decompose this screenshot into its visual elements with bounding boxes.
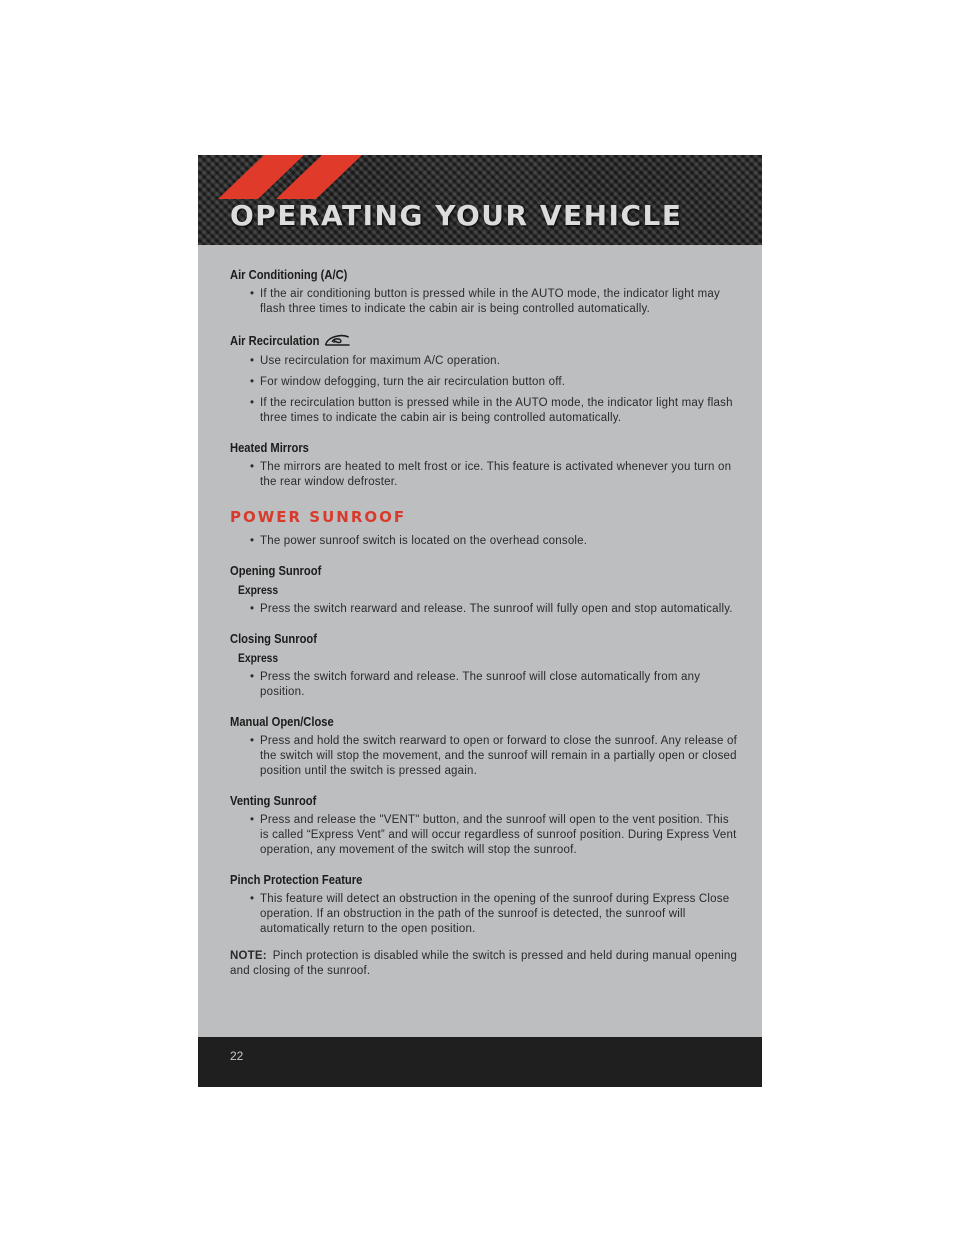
page-footer-bar [198,1037,762,1087]
section-heading-manual-open-close: Manual Open/Close [230,714,334,729]
section-title-power-sunroof: POWER SUNROOF [230,508,407,526]
section-heading-ac: Air Conditioning (A/C) [230,267,348,282]
venting-bullet-list [230,813,740,858]
section-heading-opening-sunroof: Opening Sunroof [230,563,322,578]
bullet-item: • For window defogging, turn the air recirculation button off. [250,375,740,390]
note-text: Pinch protection is disabled while the switch is pressed and held during manual opening and closing of the sunroof. [230,950,738,977]
sunroof-bullet-list [230,534,740,549]
bullet-item: • If the recirculation button is pressed while in the AUTO mode, the indicator light may flash three times to indicate the cabin air is being controlled automatically. [250,396,740,426]
bullet-item: • Press the switch forward and release. The sunroof will close automatically from any position. [250,670,740,700]
section-heading-recirc: Air Recirculation [230,332,320,348]
section-header-banner [198,155,762,245]
note-label: NOTE: [230,950,267,962]
bullet-item: • If the air conditioning button is pressed while in the AUTO mode, the indicator light may flash three times to indicate the cabin air is being controlled automatically. [250,287,740,317]
subheading-express: Express [238,651,279,665]
section-heading-pinch-protection: Pinch Protection Feature [230,872,363,887]
section-heading-venting-sunroof: Venting Sunroof [230,793,317,808]
page-title: OPERATING YOUR VEHICLE [230,199,683,232]
section-heading-recirc-row [230,331,669,349]
manual-page [198,155,762,1087]
closing-bullet-list [230,670,740,700]
bullet-item: • Press and hold the switch rearward to open or forward to close the sunroof. Any release of the switch will stop the movement, and the sunroof will remain in a partially open or closed position until the switch is pressed again. [250,734,740,779]
bullet-item: • The mirrors are heated to melt frost or ice. This feature is activated whenever you turn on the rear window defroster. [250,460,740,490]
bullet-item: • Press and release the "VENT" button, and the sunroof will open to the vent position. This is called “Express Vent” and will occur regardless of sunroof position. During Express Vent operation, any movement of the switch will stop the sunroof. [250,813,740,858]
page-number: 22 [230,1049,244,1063]
bullet-item: • The power sunroof switch is located on the overhead console. [250,534,740,549]
pinch-bullet-list [230,892,740,937]
bullet-item: • Press the switch rearward and release. The sunroof will fully open and stop automatically. [250,602,740,617]
section-heading-heated-mirrors: Heated Mirrors [230,440,309,455]
opening-bullet-list [230,602,740,617]
recirc-bullet-list [230,354,740,426]
manual-bullet-list [230,734,740,779]
air-recirculation-icon [323,331,352,349]
page-content [230,267,740,979]
note-paragraph [230,949,740,979]
bullet-item: • This feature will detect an obstruction in the opening of the sunroof during Express Close operation. If an obstruction in the path of the sunroof is detected, the sunroof will automatically return to the open position. [250,892,740,937]
ac-bullet-list [230,287,740,317]
mirrors-bullet-list [230,460,740,490]
bullet-item: • Use recirculation for maximum A/C operation. [250,354,740,369]
section-heading-closing-sunroof: Closing Sunroof [230,631,317,646]
subheading-express: Express [238,583,279,597]
